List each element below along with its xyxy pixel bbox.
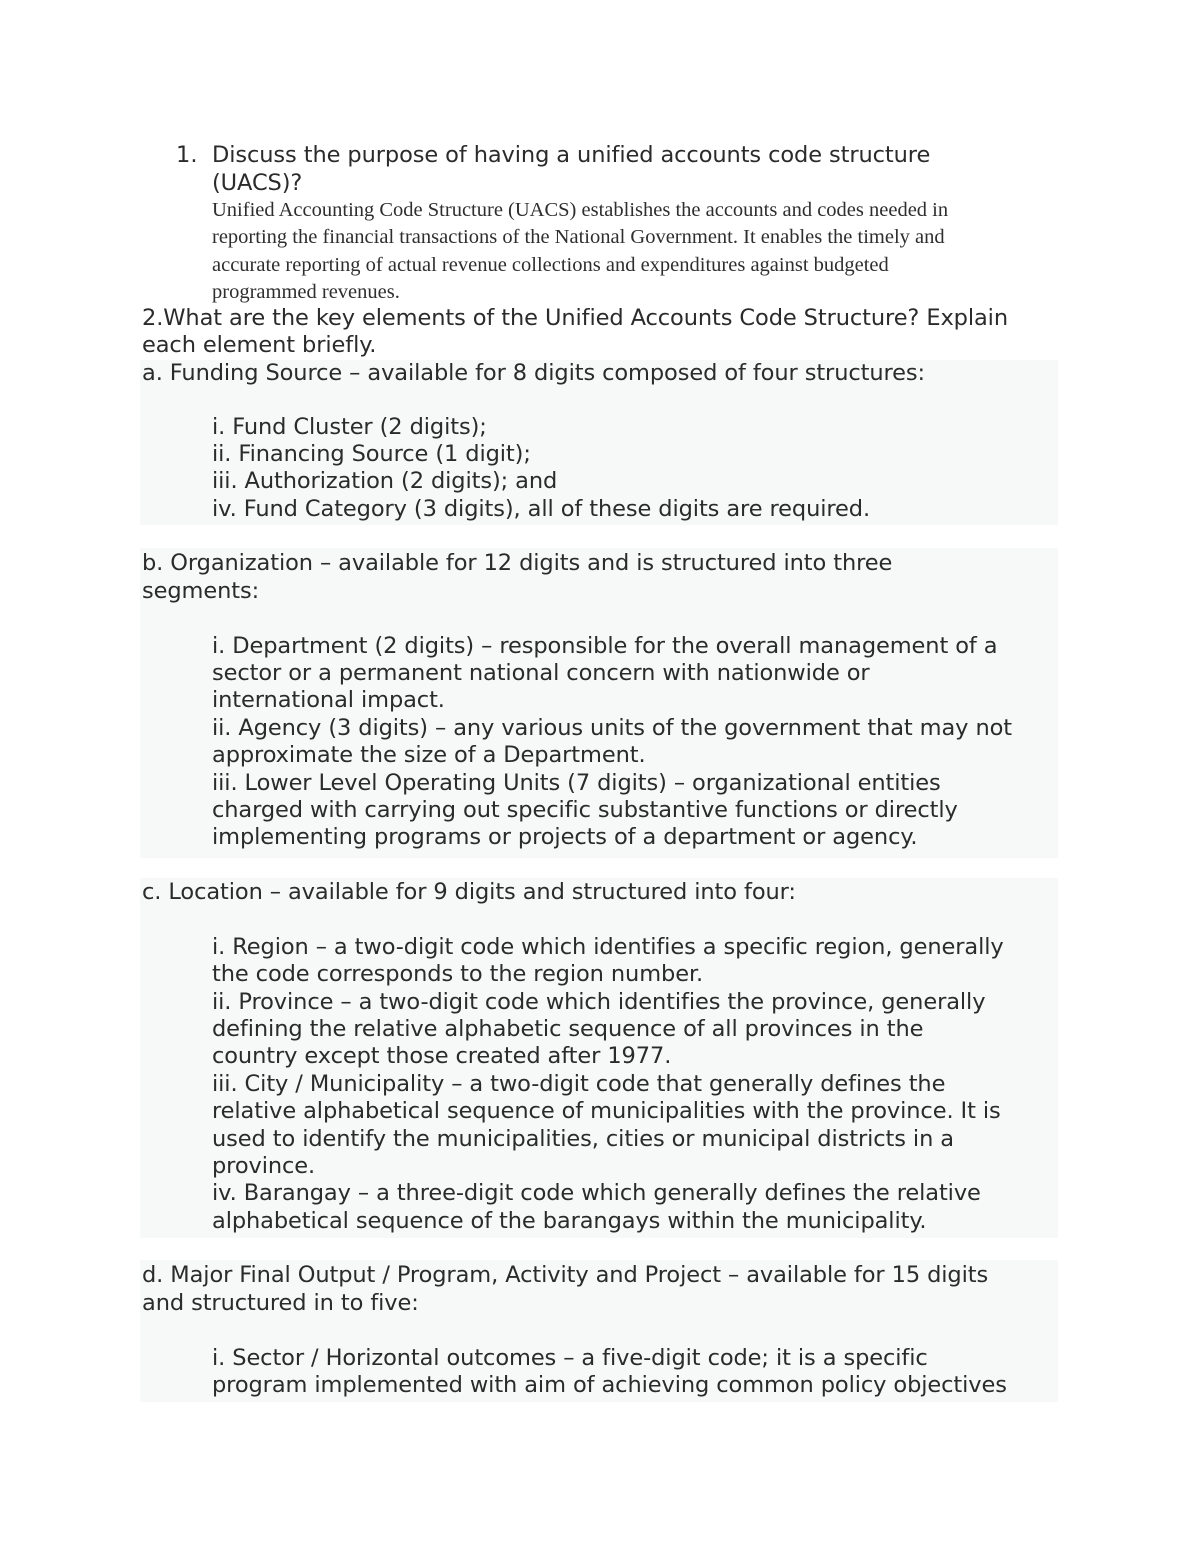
location-item: ii. Province – a two-digit code which identifies the province, generally [212, 989, 986, 1015]
organization-item: implementing programs or projects of a department or agency. [212, 824, 918, 850]
organization-item: ii. Agency (3 digits) – any various units of the government that may not [212, 715, 1012, 741]
question-1-line: Discuss the purpose of having a unified accounts code structure [212, 142, 931, 168]
location-item: relative alphabetical sequence of municipalities with the province. It is [212, 1098, 1001, 1124]
location-heading: c. Location – available for 9 digits and structured into four: [142, 879, 796, 905]
organization-heading: b. Organization – available for 12 digits and is structured into three [142, 550, 893, 576]
location-item: province. [212, 1153, 316, 1179]
mfo-heading: and structured in to five: [142, 1290, 419, 1316]
funding-item: i. Fund Cluster (2 digits); [212, 414, 487, 440]
answer-1-line: reporting the financial transactions of the National Government. It enables the timely and [212, 226, 945, 248]
organization-item: sector or a permanent national concern with nationwide or [212, 660, 870, 686]
location-item: the code corresponds to the region number. [212, 961, 704, 987]
organization-item: approximate the size of a Department. [212, 742, 646, 768]
organization-item: i. Department (2 digits) – responsible for the overall management of a [212, 633, 998, 659]
organization-item: iii. Lower Level Operating Units (7 digits) – organizational entities [212, 770, 941, 796]
funding-item: ii. Financing Source (1 digit); [212, 441, 531, 467]
location-item: iv. Barangay – a three-digit code which generally defines the relative [212, 1180, 981, 1206]
location-item: used to identify the municipalities, cities or municipal districts in a [212, 1126, 954, 1152]
location-item: country except those created after 1977. [212, 1043, 672, 1069]
answer-1-line: programmed revenues. [212, 281, 400, 303]
location-item: defining the relative alphabetic sequence of all provinces in the [212, 1016, 924, 1042]
answer-1-line: Unified Accounting Code Structure (UACS) establishes the accounts and codes needed in [212, 199, 949, 221]
organization-item: charged with carrying out specific substantive functions or directly [212, 797, 958, 823]
mfo-item: i. Sector / Horizontal outcomes – a five-digit code; it is a specific [212, 1345, 928, 1371]
location-item: iii. City / Municipality – a two-digit code that generally defines the [212, 1071, 946, 1097]
question-1-number: 1. [176, 142, 198, 168]
funding-source-heading: a. Funding Source – available for 8 digits composed of four structures: [142, 360, 926, 386]
location-item: alphabetical sequence of the barangays within the municipality. [212, 1208, 927, 1234]
funding-item: iv. Fund Category (3 digits), all of these digits are required. [212, 496, 871, 522]
question-2-line: each element briefly. [142, 332, 377, 358]
answer-1-line: accurate reporting of actual revenue collections and expenditures against budgeted [212, 254, 889, 276]
mfo-item: program implemented with aim of achieving common policy objectives [212, 1372, 1007, 1398]
organization-heading: segments: [142, 578, 260, 604]
organization-item: international impact. [212, 687, 445, 713]
question-1-line: (UACS)? [212, 170, 303, 196]
funding-item: iii. Authorization (2 digits); and [212, 468, 558, 494]
mfo-heading: d. Major Final Output / Program, Activity and Project – available for 15 digits [142, 1262, 989, 1288]
location-item: i. Region – a two-digit code which identifies a specific region, generally [212, 934, 1004, 960]
question-2-line: 2.What are the key elements of the Unified Accounts Code Structure? Explain [142, 305, 1008, 331]
